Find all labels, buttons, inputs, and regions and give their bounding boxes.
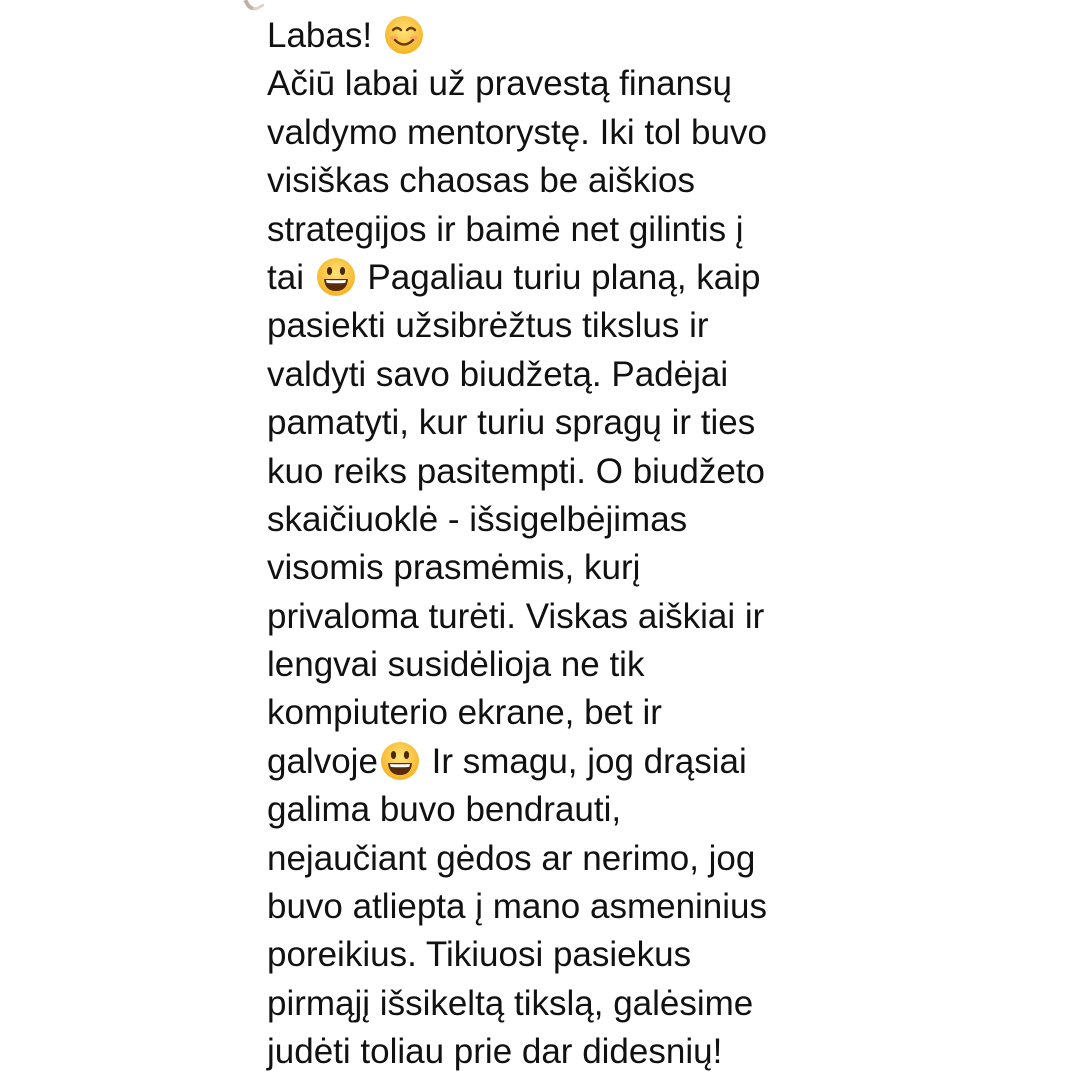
message-line: nejaučiant gėdos ar nerimo, jog <box>267 838 756 878</box>
message-line: Ačiū labai už pravestą finansų <box>267 64 732 104</box>
grinning-face-icon <box>378 739 422 783</box>
message-line: kuo reiks pasitempti. O biudžeto <box>267 451 766 491</box>
smiling-face-icon <box>382 13 426 57</box>
message-line: poreikius. Tikiuosi pasiekus <box>267 935 692 975</box>
line-text-after: Ir smagu, jog drąsiai <box>421 741 747 781</box>
message-line-greeting <box>267 12 827 60</box>
message-line: galima buvo bendrauti, <box>267 790 622 830</box>
grinning-face-icon <box>314 255 358 299</box>
message-line: buvo atliepta į mano asmeninius <box>267 887 768 927</box>
message-line: skaičiuoklė - išsigelbėjimas <box>267 499 688 539</box>
line-text-before: galvoje <box>267 741 378 781</box>
message-line: judėti toliau prie dar didesnių! <box>267 1032 723 1072</box>
message-line: valdymo mentorystę. Iki tol buvo <box>267 112 767 152</box>
greeting-text: Labas! <box>267 16 373 55</box>
bubble-tail-corner <box>243 0 264 14</box>
message-line: strategijos ir baimė net gilintis į <box>267 209 744 249</box>
message-line: visiškas chaosas be aiškios <box>267 161 695 201</box>
message-line: visomis prasmėmis, kurį <box>267 548 641 588</box>
message-line: pamatyti, kur turiu spragų ir ties <box>267 403 756 443</box>
message-line: valdyti savo biudžetą. Padėjai <box>267 354 729 394</box>
message-line: lengvai susidėlioja ne tik <box>267 645 645 685</box>
message-line-with-emoji <box>267 738 827 786</box>
message-line-with-emoji <box>267 254 827 302</box>
line-text-after: Pagaliau turiu planą, kaip <box>357 257 761 297</box>
message-line: pirmąjį išsikeltą tikslą, galėsime <box>267 983 754 1023</box>
line-text-before: tai <box>267 257 314 297</box>
message-text <box>267 12 827 1077</box>
message-line: pasiekti užsibrėžtus tikslus ir <box>267 306 709 346</box>
message-line: kompiuterio ekrane, bet ir <box>267 693 662 733</box>
message-line: privaloma turėti. Viskas aiškiai ir <box>267 596 765 636</box>
